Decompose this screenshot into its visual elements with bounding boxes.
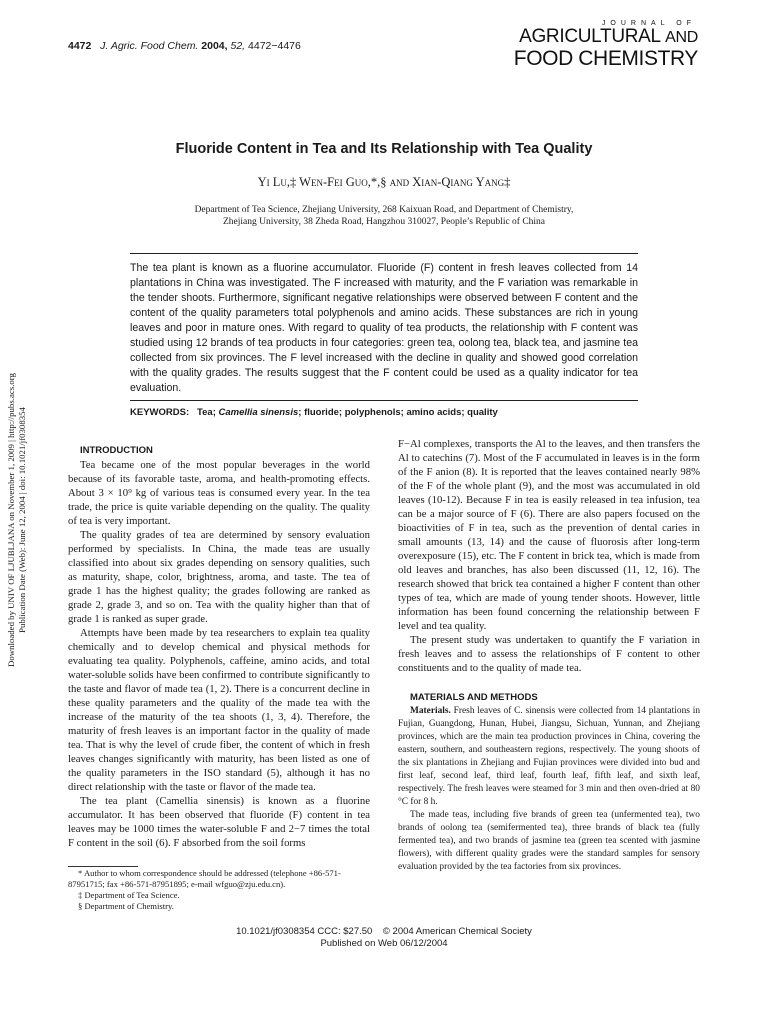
- page-number: 4472: [68, 40, 92, 52]
- journal-pages: 4472−4476: [248, 40, 301, 52]
- published-line: Published on Web 06/12/2004: [320, 938, 448, 949]
- paragraph-text: Fresh leaves of C. sinensis were collected from 14 plantations in Fujian, Guangdong, Hunan, Hubei, Jiangsu, Sichuan, Yunnan, and Zhejiang provinces, which are the main tea production provinces in China, covering the eastern, southern, and southeastern regions, respectively. The young shoots of the six plantations in Zhejiang and Fujian provinces were divided into bud and first leaf, second leaf, third leaf, fourth leaf, fifth leaf, and sixth leaf, respectively. The fresh leaves were steamed for 3 min and then oven-dried at 80 °C for 8 h.: [398, 706, 701, 807]
- paragraph: F−Al complexes, transports the Al to the leaves, and then transfers the Al to catechins (7). Most of the F accumulated in leaves is in the form of the F anion (8). It is reported that the leaves contained nearly 98% of the F of the whole plant (9), and the most was accumulated in old leaves (10-12). Because F in tea is easily released in tea infusion, tea can be a major source of F (6). There are also papers focused on the bioactivities of F in tea, such as the prevention of dental caries in small amounts (13, 14) and the cause of fluorosis after long-term overexposure (15), etc. The F content in brick tea, which is made from old leaves and branches, has also been discussed (11, 12, 16). The research showed that brick tea contained a higher F content than other types of tea, which are made of young tender shoots. However, little information has been found concerning the relationship between F level and tea quality.: [398, 438, 700, 632]
- paper-title: Fluoride Content in Tea and Its Relationship with Tea Quality: [175, 141, 593, 157]
- paper-authors: Yi Lu,‡ Wen-Fei Guo,*,§ and Xian-Qiang Yang‡: [257, 175, 511, 189]
- paragraph: [398, 705, 700, 809]
- page-footer: [0, 926, 768, 950]
- abstract: The tea plant is known as a fluorine accumulator. Fluoride (F) content in fresh leaves collected from 14 plantations in China was investigated. The F increased with maturity, and the F variation was remarkable in the tender shoots. Furthermore, significant negative relationships were observed between F content and the content of the quality parameters total polyphenols and amino acids. These substances are rich in young leaves and poor in mature ones. With regard to quality of tea products, the relationship with F content was studied using 12 brands of tea products in four categories: green tea, oolong tea, black tea, and jasmine tea collected from six provinces. The F level increased with the decline in quality and showed good correlation with the quality grades. The results suggest that the F content could be used as a quality indicator for tea evaluation.: [130, 262, 638, 394]
- keywords: [130, 407, 638, 418]
- download-notice: [6, 330, 27, 710]
- journal-year: 2004,: [201, 40, 228, 52]
- paragraph: The made teas, including five brands of green tea (unfermented tea), two brands of oolong tea (semifermented tea), three brands of black tea (fully fermented tea), and two brands of jasmine tea (green tea scented with jasmine flowers), with different quality grades were the standard samples for sensory evaluation provided by the tea factories from six provinces.: [398, 810, 700, 872]
- affiliation-line: Zhejiang University, 38 Zheda Road, Hangzhou 310027, People’s Republic of China: [222, 217, 546, 227]
- logo-journal-of: JOURNAL OF: [601, 20, 696, 27]
- download-notice-line: Downloaded by UNIV OF LJUBLJANA on November 1, 2009 | http://pubs.acs.org: [6, 373, 16, 667]
- doi-line: 10.1021/jf0308354 CCC: $27.50 © 2004 American Chemical Society: [236, 926, 532, 937]
- paragraph: Attempts have been made by tea researchers to explain tea quality chemically and to develop chemical and physical methods for evaluating tea quality. Polyphenols, caffeine, amino acids, and total water-soluble solids have been confirmed to contribute significantly to the taste and flavor of made tea (1, 2). There is a concurrent decline in these quality parameters and the quality of the made tea with the increase of the maturity of the tea shoots (1, 3, 4). Therefore, the maturity of fresh leaves is an important factor in the quality of made tea. That is why the level of crude fiber, the content of which in fresh leaves changes significantly with maturity, has been listed as one of the quality parameters in the ISO standard (5), although it has no direct relationship with the taste or flavor of the made tea.: [68, 627, 370, 793]
- keyword: Tea;: [197, 407, 216, 418]
- left-column: [68, 444, 370, 850]
- paragraph: The tea plant (Camellia sinensis) is known as a fluorine accumulator. It has been observed that fluoride (F) content in tea leaves may be 1000 times the water-soluble F and 2−7 times the total F content in the soil (6). F absorbed from the soil forms: [68, 795, 370, 849]
- paragraph: The quality grades of tea are determined by sensory evaluation performed by specialists. In China, the made teas are usually classified into about six grades depending on sensory qualities, such as maturity, shape, color, brightness, aroma, and taste. The tea of grade 1 has the highest quality; the grades following are ranked as grade 2, grade 3, and so on. Tea with the quality higher than that of grade 1 is ranked as super grade.: [68, 529, 370, 625]
- logo-agricultural: AGRICULTURAL: [519, 26, 661, 47]
- journal-name: J. Agric. Food Chem.: [100, 40, 199, 52]
- affiliation-line: Department of Tea Science, Zhejiang University, 268 Kaixuan Road, and Department of Chemistry,: [194, 205, 574, 215]
- keywords-label: KEYWORDS:: [130, 407, 190, 418]
- paragraph: Tea became one of the most popular beverages in the world because of its favorable taste, aroma, and health-promoting effects. About 3 × 10⁹ kg of various teas is consumed every year. In the tea trade, the price is quite variable depending on the quality. The quality of tea is very important.: [68, 459, 370, 527]
- footnotes: [68, 868, 370, 912]
- abstract-bottom-rule: [130, 400, 638, 401]
- journal-volume: 52,: [230, 40, 246, 52]
- footnote: ‡ Department of Tea Science.: [78, 890, 180, 900]
- footnote: * Author to whom correspondence should be addressed (telephone +86-571-87951715; fax +86-571-87951895; e-mail wfguo@zju.edu.cn).: [68, 868, 341, 889]
- keyword: Camellia sinensis: [218, 407, 299, 418]
- logo-line2: FOOD CHEMISTRY: [513, 47, 698, 70]
- download-notice-line: Publication Date (Web): June 12, 2004 | doi: 10.1021/jf0308354: [17, 407, 27, 633]
- footnote-rule: [68, 866, 138, 867]
- logo-and: AND: [665, 29, 698, 46]
- abstract-top-rule: [130, 253, 638, 254]
- logo-line1: [498, 27, 698, 48]
- running-header: [68, 40, 301, 52]
- section-heading: INTRODUCTION: [80, 445, 153, 456]
- right-column: [398, 437, 700, 874]
- keyword-rest: ; fluoride; polyphenols; amino acids; quality: [298, 407, 498, 418]
- footnote: § Department of Chemistry.: [78, 901, 174, 911]
- section-heading: MATERIALS AND METHODS: [410, 692, 538, 703]
- paragraph: The present study was undertaken to quantify the F variation in fresh leaves and to assess the relationships of F content to other constituents and to the quality of made tea.: [398, 634, 700, 674]
- journal-logo: [498, 20, 698, 70]
- subsection-label: Materials.: [410, 706, 451, 716]
- affiliation: [140, 204, 628, 228]
